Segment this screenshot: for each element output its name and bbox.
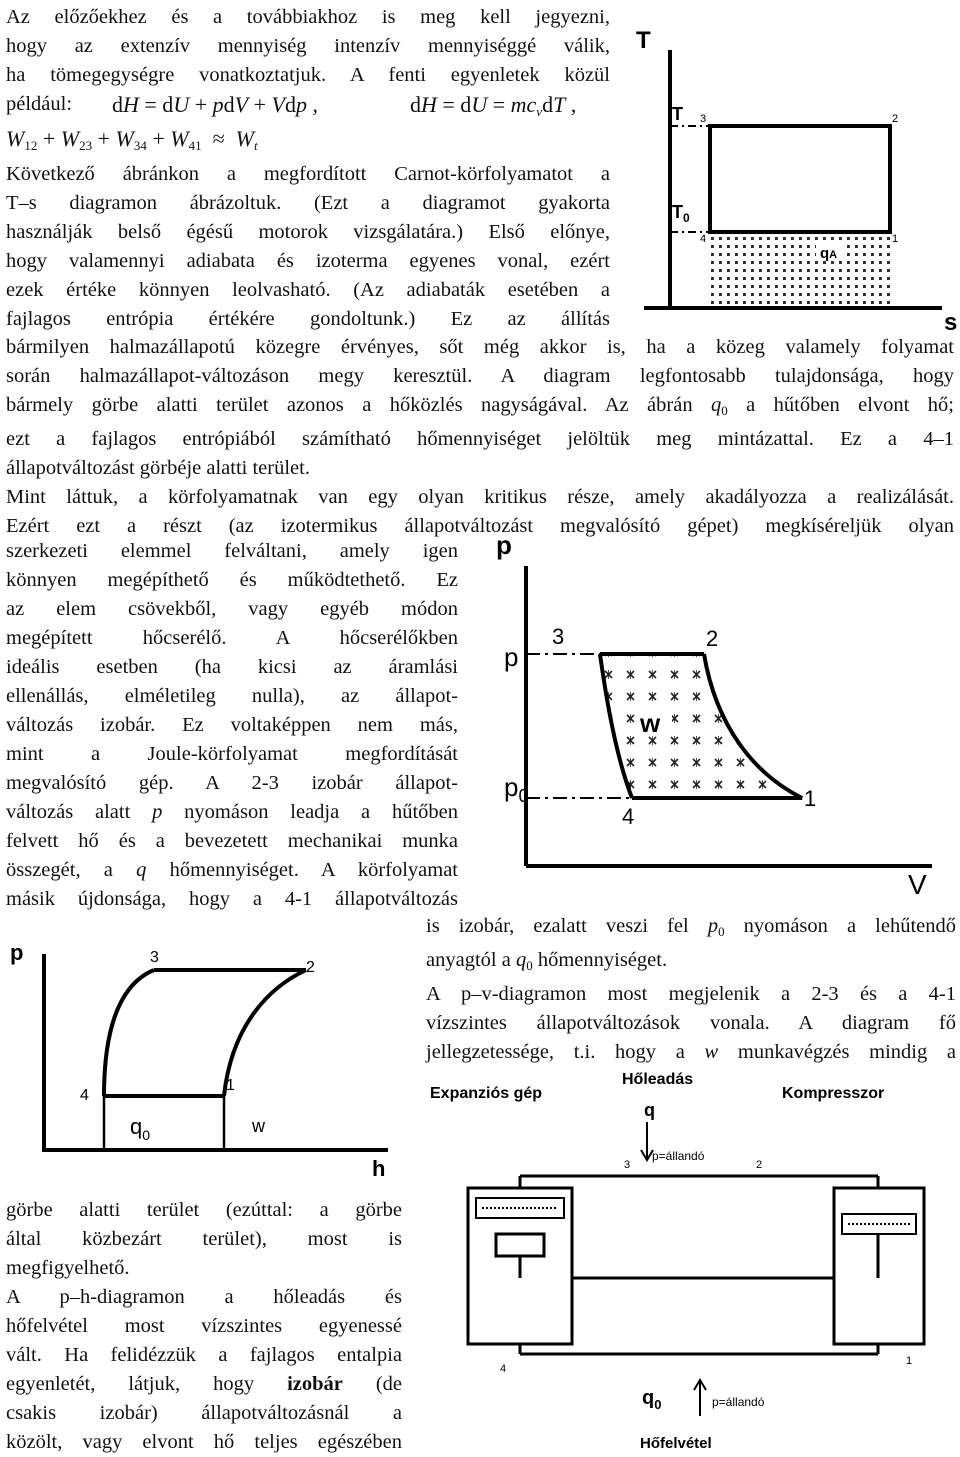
cycle-rectangle	[710, 126, 890, 232]
text-line: másik újdonsága, hogy a 4-1 állapotváltozás	[6, 888, 458, 910]
t0-level-label: $T_0$	[672, 202, 690, 225]
state-2-label: 2	[706, 626, 719, 651]
example-label: például:	[6, 93, 73, 115]
state-3-label: 3	[150, 949, 159, 966]
text-line: görbe alatti terület (ezúttal: a görbe	[6, 1199, 402, 1221]
ts-diagram	[630, 20, 960, 340]
full-paragraph	[6, 333, 954, 541]
pv-paragraph	[426, 912, 956, 1067]
text-line: változás izobár. Ez voltaképpen nem más,	[6, 714, 458, 736]
text-line: az elem csövekből, vagy egyéb módon	[6, 598, 458, 620]
p0-level-label: $p_0$	[504, 772, 529, 806]
equation-row	[6, 90, 616, 120]
text-line: hogy valamennyi adiabata és izoterma egyenes vonal, ezért	[6, 250, 610, 272]
text-line: Az előzőekhez és a továbbiakhoz is meg kell jegyezni,	[6, 6, 610, 28]
text-line: megvalósító gép. A 2-3 izobár állapot-	[6, 772, 458, 794]
p-level-label: p	[504, 642, 519, 672]
equation-isochoric: dH = dU = $mc_vdT$ ,	[410, 92, 577, 119]
text-line: ezek értéke könnyen leolvasható. (Az adiabaták esetében a	[6, 279, 610, 301]
text-line: csakis izobár) állapotváltozásnál a	[6, 1402, 402, 1424]
text-line: felvett hő és a bevezetett mechanikai munka	[6, 830, 458, 852]
area-label: w	[640, 708, 661, 738]
text-line: könnyen megépíthető és működtethető. Ez	[6, 569, 458, 591]
work-label: w	[252, 1116, 265, 1136]
pv-diagram	[492, 530, 960, 902]
text-line: során halmazállapot-változáson megy keresztül. A diagram legfontosabb tulajdonsága, hogy	[6, 365, 954, 387]
t-level-label: T	[672, 104, 683, 124]
state-3-label: 3	[700, 113, 707, 125]
text-line: ideális esetben (ha kicsi az áramlási	[6, 656, 458, 678]
ph-paragraph	[6, 1196, 402, 1457]
area-label: qA	[820, 245, 838, 262]
expander-head	[496, 1234, 544, 1256]
text-line: bármilyen halmazállapotú közegre érvényes, sőt még akkor is, ha a közeg valamely folyamat	[6, 336, 954, 358]
text-line: összegét, a q hőmennyiséget. A körfolyamat	[6, 859, 459, 881]
pv-x-axis-label: V	[908, 869, 927, 900]
text-line: vált. Ha felidézzük a fajlagos entalpia	[6, 1344, 402, 1366]
curve-3-4	[104, 970, 154, 1096]
state-1-label: 1	[804, 786, 817, 811]
text-line: Ezért ezt a részt (az izotermikus állapotváltozást megvalósító gépet) megkíséreljük olyan	[6, 515, 954, 537]
state-4-label: 4	[700, 233, 707, 245]
heat-exchanger-paragraph	[6, 537, 458, 914]
text-line: változás alatt p nyomáson leadja a hűtőben	[6, 801, 459, 823]
text-line: ellenállás, elméletileg nulla), az állapot-	[6, 685, 458, 707]
text-line: fajlagos entrópia értékére gondoltunk.) Ez az állítás	[6, 308, 610, 330]
text-line: anyagtól a $q_0$ hőmennyiséget.	[426, 949, 668, 973]
state-4-label: 4	[622, 804, 635, 829]
text-line: vízszintes állapotváltozások vonala. A diagram fő	[426, 1012, 956, 1034]
text-line: mint a Joule-körfolyamat megfordítását	[6, 743, 458, 765]
p-const-bottom: p=állandó	[712, 1395, 765, 1409]
ph-y-axis-label: p	[10, 940, 24, 965]
text-line: Következő ábránkon a megfordított Carnot-körfolyamatot a	[6, 163, 610, 185]
text-line: közölt, vagy elvont hő teljes egészében	[6, 1431, 402, 1453]
text-line: megépített hőcserélő. A hőcserélőkben	[6, 627, 458, 649]
text-line: egyenletét, látjuk, hogy izobár (de	[6, 1373, 402, 1395]
text-line: állapotváltozást görbéje alatti terület.	[6, 457, 310, 479]
equation-enthalpy: dH = dU + pdV + Vdp ,	[112, 92, 318, 117]
text-line: hogy az extenzív mennyiség intenzív mennyiséggé válik,	[6, 35, 610, 57]
q0-label: $q_0$	[130, 1114, 151, 1143]
work-area	[600, 654, 788, 798]
p-const-top: p=állandó	[652, 1149, 705, 1163]
text-line: T–s diagramon ábrázoltuk. (Ezt a diagramot gyakorta	[6, 192, 610, 214]
ph-x-axis-label: h	[372, 1156, 386, 1181]
ts-y-axis-label: T	[636, 27, 651, 54]
node-1-label: 1	[906, 1355, 913, 1367]
heat-area	[710, 232, 890, 308]
q-label: q	[644, 1100, 655, 1120]
state-3-label: 3	[552, 624, 565, 649]
text-line: szerkezeti elemmel felváltani, amely igen	[6, 540, 458, 562]
curve-2-1	[224, 970, 306, 1096]
text-line: is izobár, ezalatt veszi fel $p_0$ nyomáson a lehűtendő	[426, 915, 957, 939]
text-line: megfigyelhető.	[6, 1257, 130, 1279]
equation-work-sum: $W_{12} + W_{23} + W_{34} + W_{41} \approx W_t$	[6, 126, 258, 153]
node-4-label: 4	[500, 1363, 507, 1375]
node-2-label: 2	[756, 1159, 763, 1171]
heat-out-label: Hőleadás	[622, 1071, 694, 1088]
compressor-label: Kompresszor	[782, 1085, 885, 1102]
q0-label: $q_0$	[642, 1387, 662, 1412]
text-line: ha tömegegységre vonatkoztatjuk. A fenti egyenletek közül	[6, 64, 610, 86]
state-1-label: 1	[226, 1077, 235, 1094]
expander-label: Expanziós gép	[430, 1085, 543, 1102]
state-4-label: 4	[80, 1087, 89, 1104]
state-1-label: 1	[892, 233, 899, 245]
text-line: jellegzetessége, t.i. hogy a w munkavégzés mindig a	[426, 1041, 956, 1063]
state-2-label: 2	[306, 959, 315, 976]
text-line: ezt a fajlagos entrópiából számítható hőmennyiséget jelöltük meg mintázattal. Ez a 4–1	[6, 428, 954, 450]
text-line: Mint láttuk, a körfolyamatnak van egy olyan kritikus része, amely akadályozza a realizálását.	[6, 486, 954, 508]
ts-paragraph	[6, 160, 610, 334]
ts-x-axis-label: s	[944, 309, 958, 336]
heat-in-label: Hőfelvétel	[640, 1435, 712, 1452]
intro-paragraph	[6, 3, 610, 90]
pv-y-axis-label: p	[496, 530, 512, 560]
ph-diagram	[0, 936, 400, 1181]
text-line: használják belső égésű motorok vizsgálatára.) Első előnye,	[6, 221, 610, 243]
text-line: által közbezárt terület), most is	[6, 1228, 402, 1250]
node-3-label: 3	[624, 1159, 631, 1171]
state-2-label: 2	[892, 113, 899, 125]
text-line: A p–h-diagramon a hőleadás és	[6, 1286, 402, 1308]
text-line: A p–v-diagramon most megjelenik a 2-3 és a 4-1	[426, 983, 956, 1005]
text-line: hőfelvétel most vízszintes egyenessé	[6, 1315, 402, 1337]
machine-schematic	[420, 1064, 960, 1456]
text-line: bármely görbe alatti terület azonos a hőközlés nagyságával. Az ábrán $q_0$ a hűtőben elvont hő;	[6, 394, 954, 418]
